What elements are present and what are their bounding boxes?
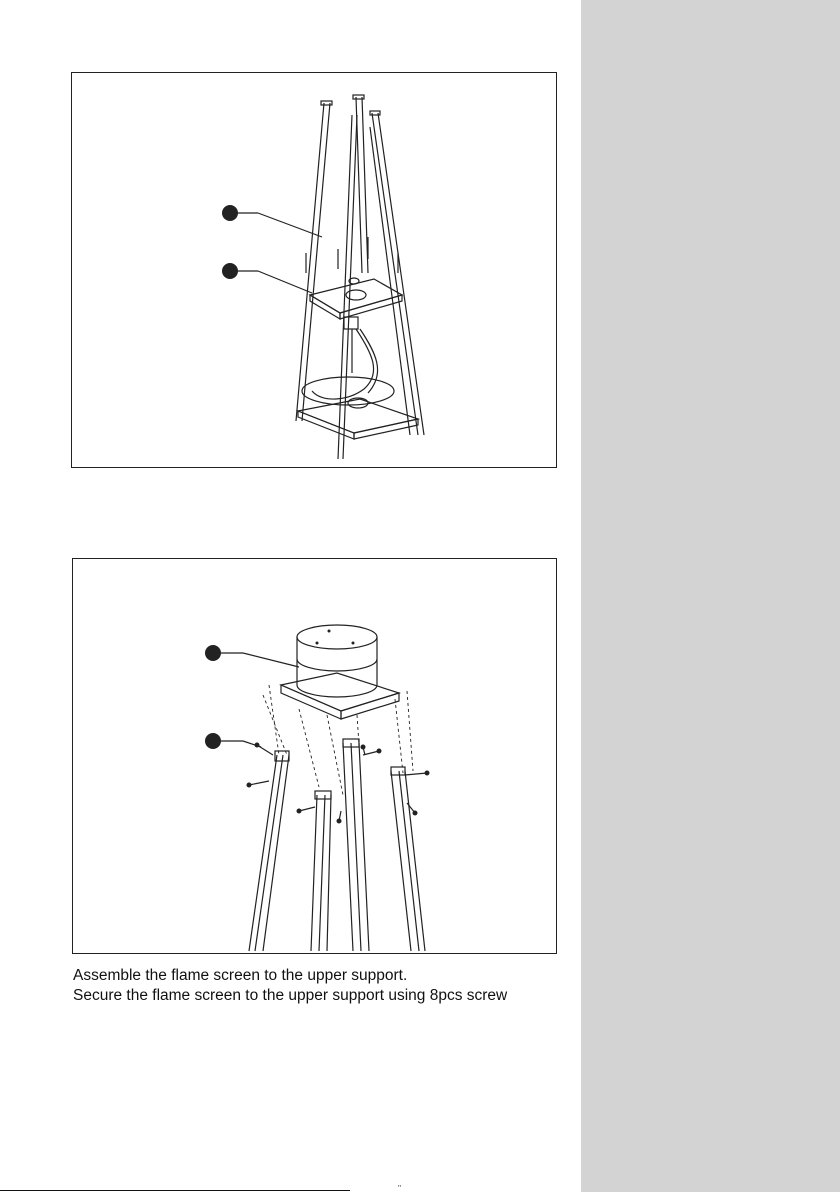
assembly-figure-frame-poles xyxy=(71,72,557,468)
assembly-figure-flame-screen xyxy=(72,558,557,954)
callout-marker-2 xyxy=(205,733,221,749)
assembly-instructions xyxy=(73,966,573,1006)
instruction-line-1: Assemble the flame screen to the upper support. xyxy=(73,967,408,984)
flame-screen-illustration xyxy=(73,559,556,953)
instruction-line-2: Secure the flame screen to the upper support using 8pcs screw xyxy=(73,987,508,1004)
callout-marker-1 xyxy=(222,205,238,221)
frame-poles-illustration xyxy=(72,73,556,467)
side-panel xyxy=(581,0,840,1192)
callout-marker-2 xyxy=(222,263,238,279)
page-mark: '' xyxy=(398,1184,402,1193)
callout-marker-1 xyxy=(205,645,221,661)
footer-rule xyxy=(0,1190,350,1191)
